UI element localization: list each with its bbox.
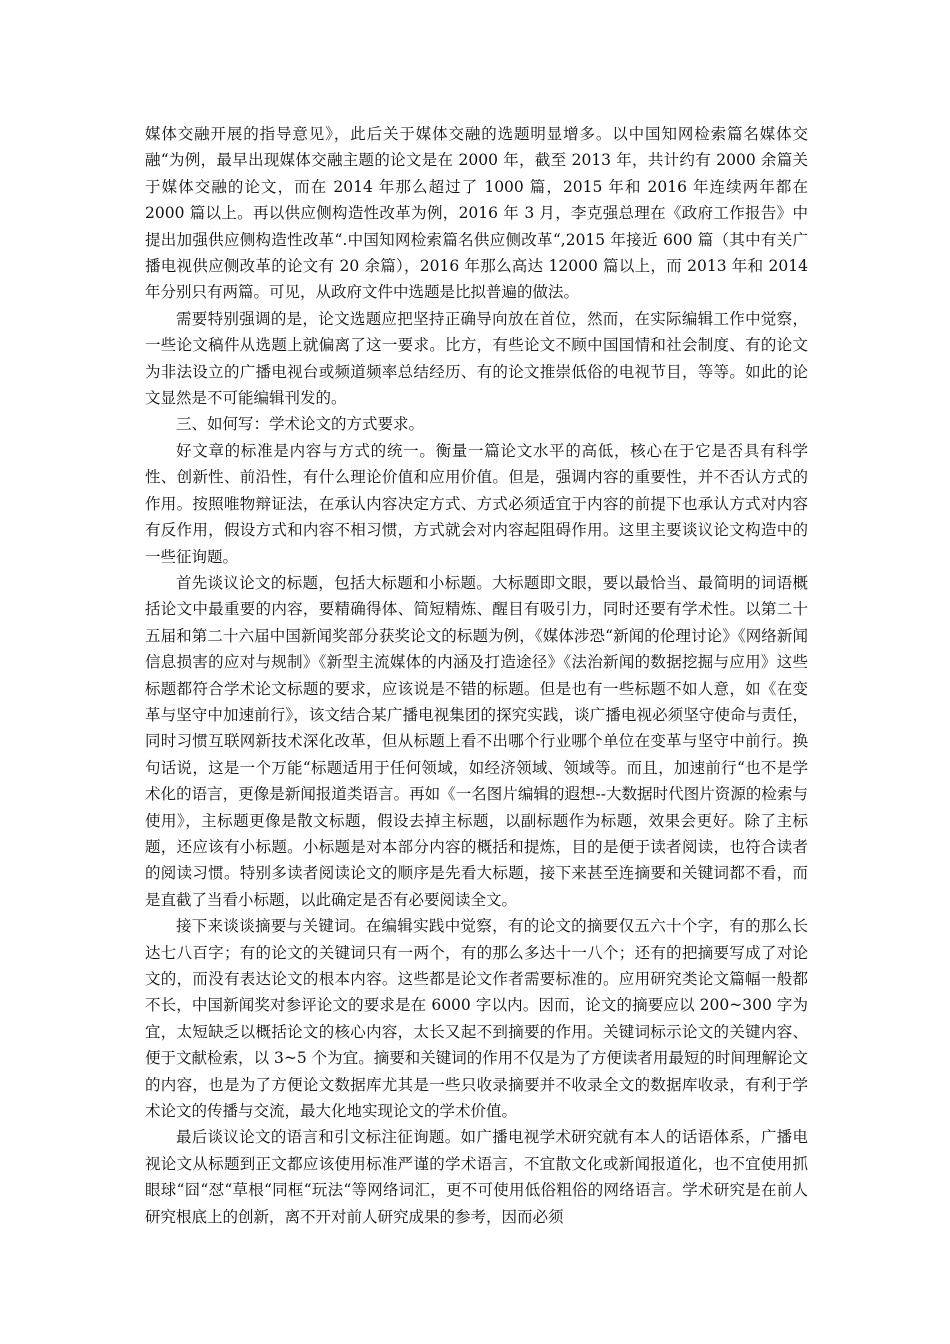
section-heading-3: 三、如何写：学术论文的方式要求。 <box>176 415 425 434</box>
document-body <box>145 121 808 1230</box>
paragraph-7: 最后谈议论文的语言和引文标注征询题。如广播电视学术研究就有本人的话语体系，广播电视论文从标题到正文都应该使用标准严谨的学术语言，不宜散文化或新闻报道化，也不宜使用抓眼球“囧“怼“草根“同框“玩法“等网络词汇，更不可使用低俗粗俗的网络语言。学术研究是在前人研究根底上的创新，离不开对前人研究成果的参考，因而必须 <box>145 1128 808 1226</box>
paragraph-4: 好文章的标准是内容与方式的统一。衡量一篇论文水平的高低，核心在于它是否具有科学性、创新性、前沿性，有什么理论价值和应用价值。但是，强调内容的重要性，并不否认方式的作用。按照唯物辩证法，在承认内容决定方式、方式必须适宜于内容的前提下也承认方式对内容有反作用，假设方式和内容不相习惯，方式就会对内容起阻碍作用。这里主要谈议论文构造中的一些征询题。 <box>145 441 808 566</box>
paragraph-1: 媒体交融开展的指导意见》，此后关于媒体交融的选题明显增多。以中国知网检索篇名媒体交融“为例，最早出现媒体交融主题的论文是在 2000 年，截至 2013 年，共计约有 2000 余篇关于媒体交融的论文，而在 2014 年那么超过了 1000 篇，2015 年和 2016 年连续两年都在 2000 篇以上。再以供应侧构造性改革为例，2016 年 3 月，李克强总理在《政府工作报告》中提出加强供应侧构造性改革“.中国知网检索篇名供应侧改革“,2015 年接近 600 篇（其中有关广播电视供应侧改革的论文有 20 余篇），2016 年那么高达 12000 篇以上，而 2013 年和 2014 年分别只有两篇。可见，从政府文件中选题是比拟普遍的做法。 <box>145 125 808 302</box>
paragraph-2: 需要特别强调的是，论文选题应把坚持正确导向放在首位，然而，在实际编辑工作中觉察，一些论文稿件从选题上就偏离了这一要求。比方，有些论文不顾中国国情和社会制度、有的论文为非法设立的广播电视台或频道频率总结经历、有的论文推崇低俗的电视节目，等等。如此的论文显然是不可能编辑刊发的。 <box>145 309 808 408</box>
paragraph-6: 接下来谈谈摘要与关键词。在编辑实践中觉察，有的论文的摘要仅五六十个字，有的那么长达七八百字；有的论文的关键词只有一两个，有的那么多达十一八个；还有的把摘要写成了对论文的，而没有表达论文的根本内容。这些都是论文作者需要标准的。应用研究类论文篇幅一般都不长，中国新闻奖对参评论文的要求是在 6000 字以内。因而，论文的摘要应以 200~300 字为宜，太短缺乏以概括论文的核心内容，太长又起不到摘要的作用。关键词标示论文的关键内容、便于文献检索，以 3~5 个为宜。摘要和关键词的作用不仅是为了方便读者用最短的时间理解论文的内容，也是为了方便论文数据库尤其是一些只收录摘要并不收录全文的数据库收录，有利于学术论文的传播与交流，最大化地实现论文的学术价值。 <box>145 917 808 1121</box>
paragraph-5: 首先谈议论文的标题，包括大标题和小标题。大标题即文眼，要以最恰当、最简明的词语概括论文中最重要的内容，要精确得体、简短精炼、醒目有吸引力，同时还要有学术性。以第二十五届和第二十六届中国新闻奖部分获奖论文的标题为例，《媒体涉恐“新闻的伦理讨论》《网络新闻信息损害的应对与规制》《新型主流媒体的内涵及打造途径》《法治新闻的数据挖掘与应用》这些标题都符合学术论文标题的要求，应该说是不错的标题。但是也有一些标题不如人意，如《在变革与坚守中加速前行》，该文结合某广播电视集团的探究实践，谈广播电视必须坚守使命与责任，同时习惯互联网新技术深化改革，但从标题上看不出哪个行业哪个单位在变革与坚守中前行。换句话说，这是一个万能“标题适用于任何领域，如经济领域、领域等。而且，加速前行“也不是学术化的语言，更像是新闻报道类语言。再如《一名图片编辑的遐想--大数据时代图片资源的检索与使用》，主标题更像是散文标题，假设去掉主标题，以副标题作为标题，效果会更好。除了主标题，还应该有小标题。小标题是对本部分内容的概括和提炼，目的是便于读者阅读，也符合读者的阅读习惯。特别多读者阅读论文的顺序是先看大标题，接下来甚至连摘要和关键词都不看，而是直截了当看小标题，以此确定是否有必要阅读全文。 <box>145 573 808 909</box>
